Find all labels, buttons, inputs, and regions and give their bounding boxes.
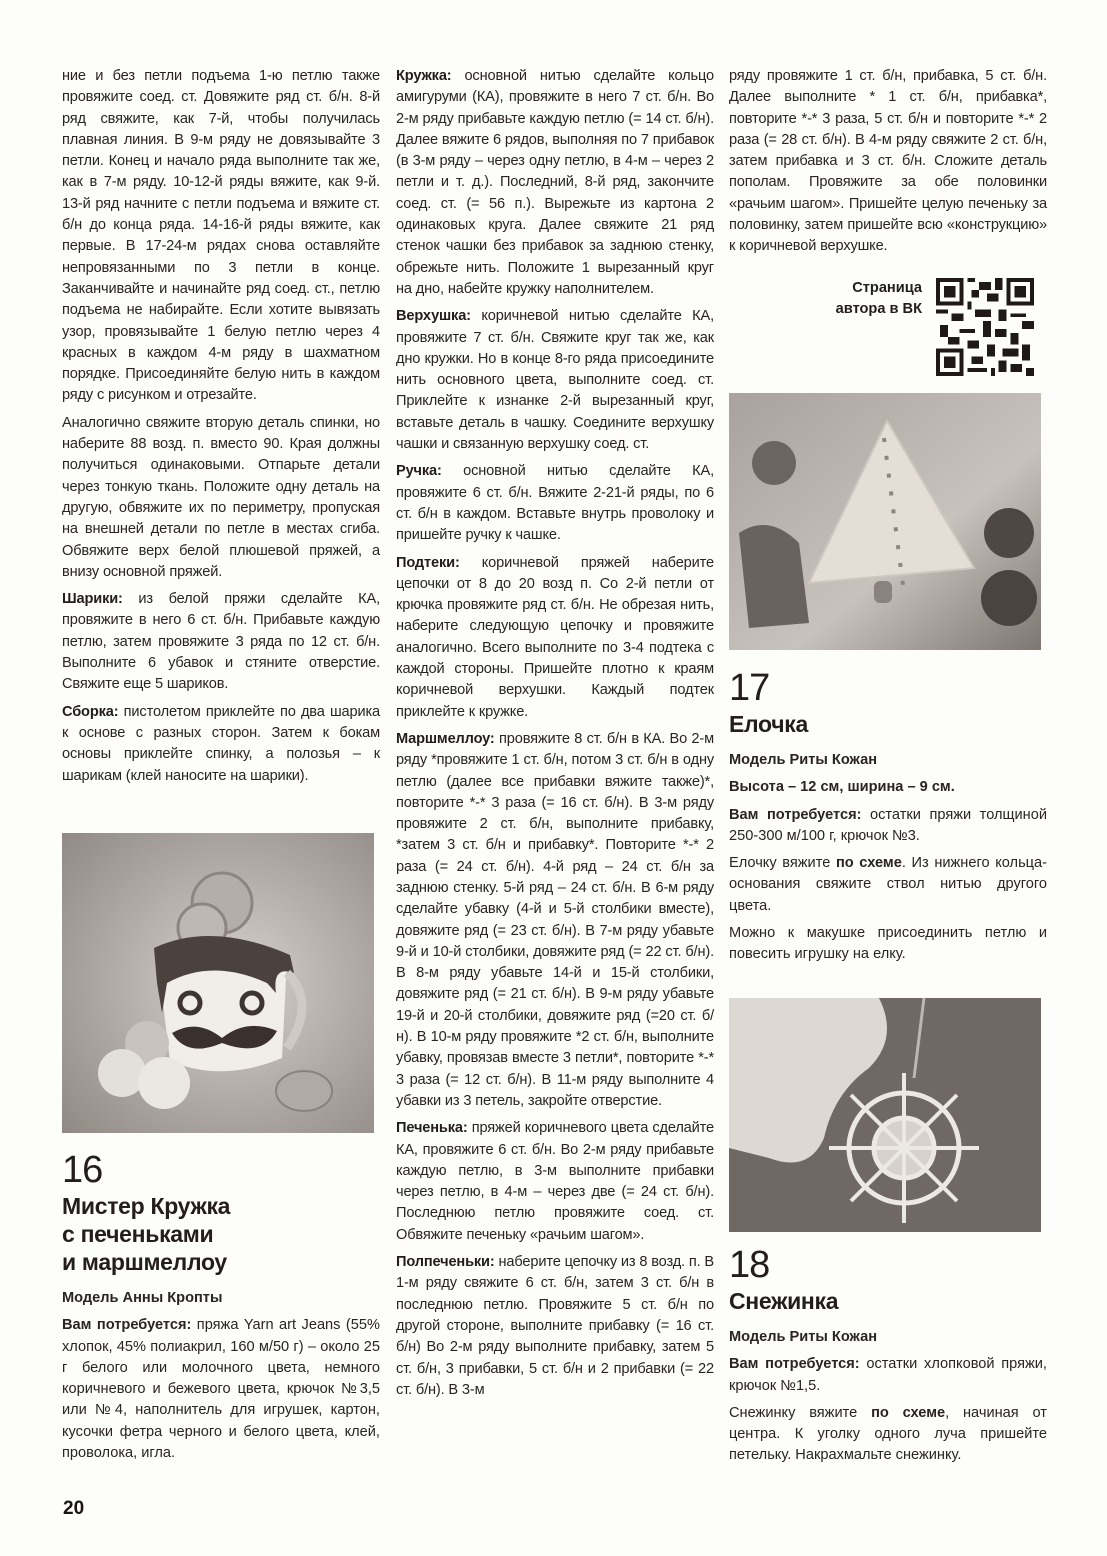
qr-code-icon[interactable] xyxy=(936,278,1034,376)
paragraph-drips: Подтеки: коричневой пряжей наберите цепочки от 8 до 20 возд п. Со 2-й петли от крючка провяжите ряд ст. б/н. Не обрезая нить, наберите следующую цепочку и провяжите аналогично. Всего выполните по 3-4 подтека с каждой стороны. Пришейте плотно к краям коричневой верхушки. Каждый подтек приклейте к кружке. xyxy=(396,554,714,720)
paragraph-back-detail: ние и без петли подъема 1-ю петлю также провяжите соед. ст. Довяжите ряд ст. б/н. 8-й ряд свяжите, как 7-й, чтобы получилась плавная линия. В 9-м ряду не довязывайте 3 петли. Конец и начало ряда выполните так же, как в 7-м ряду. 10-12-й ряды вяжите, как 9-й. 13-й ряд начните с петли подъема и вяжите ст. б/н до конца ряда. 14-16-й ряды вяжите, как первые. В 17-24-м рядах снова оставляйте непровязанными по 3 петли в конце. Заканчивайте и начинайте ряд соед. ст., петлю подъема не набирайте. Если хотите вывязать узор, провязывайте 1 белую петлю через 4 красных в каждом 4-м ряду в шахматном порядке. Присоединяйте белую нить в каждом ряду с рисунком и отрезайте. xyxy=(62,68,380,404)
column-1 xyxy=(62,66,380,793)
paragraph-assembly: Сборка: пистолетом приклейте по два шарика к основе с разных сторон. Затем к бокам основы приклейте спинку, а полозья – к шарикам (клей наносите на шарики). xyxy=(62,703,380,784)
section-number: 16 xyxy=(62,1149,103,1191)
column-2 xyxy=(396,66,714,1407)
handle-label: Ручка: xyxy=(396,463,442,480)
materials-paragraph: Вам потребуется: пряжа Yarn art Jeans (55% хлопок, 45% полиакрил, 160 м/50 г) – около 25 г белого или молочного цвета, немного коричневого и бежевого цвета, крючок №3,5 или №4, наполнитель для игрушек, картон, кусочки фетра черного и белого цвета, клей, проволока, игла. xyxy=(62,1317,380,1462)
paragraph-mug: Кружка: основной нитью сделайте кольцо амигуруми (КА), провяжите в него 7 ст. б/н. Во 2-м ряду прибавьте каждую петлю (= 14 ст. б/н). Далее вяжите 6 рядов, выполняя по 7 прибавок (в 3-м ряду – через одну петлю, в 4-м – через 2 петли и т. д.). Последний, 8-й ряд, закончите соед. ст. (= 56 п.). Вырежьте из картона 2 одинаковых круга. Далее свяжите 21 ряд стенок чашки без прибавок за заднюю стенку, обрежьте нить. Положите 1 вырезанный круг на дно, набейте кружку наполнителем. xyxy=(396,68,714,297)
section-title: Елочка xyxy=(729,711,808,737)
section-16 xyxy=(62,1150,380,1470)
top-label: Верхушка: xyxy=(396,308,471,325)
cookie-label: Печенька: xyxy=(396,1120,468,1137)
mug-label: Кружка: xyxy=(396,68,452,84)
instructions-paragraph: Елочку вяжите по схеме. Из нижнего кольца-основания свяжите ствол нитью другого цвета. xyxy=(729,855,1048,914)
page-number: 20 xyxy=(63,1498,85,1519)
photo-christmas-tree xyxy=(729,393,1041,650)
model-author: Модель Анны Кропты xyxy=(62,1290,223,1306)
paragraph-half-cookie-cont: ряду провяжите 1 ст. б/н, прибавка, 5 ст. б/н. Далее выполните * 1 ст. б/н, прибавка*, повторите *-* 3 раза, 5 ст. б/н и повторите *-* 2 раза (= 28 ст. б/н). В 4-м ряду свяжите 2 ст. б/н, затем прибавка и 3 ст. б/н. Сложите деталь пополам. Провяжите за обе половинки «рачьим шагом». Пришейте целую печеньку за половинку, затем пришейте всю «конструкцию» к коричневой верхушке. xyxy=(729,68,1047,255)
section-title: Снежинка xyxy=(729,1288,839,1314)
instructions-paragraph: Снежинку вяжите по схеме, начиная от центра. К уголку одного луча пришейте петельку. Накрахмальте снежинку. xyxy=(729,1404,1047,1464)
size-info: Высота – 12 см, ширина – 9 см. xyxy=(729,779,955,796)
paragraph-second-back: Аналогично свяжите вторую деталь спинки, но наберите 88 возд. п. вместо 90. Края должны получиться одинаковыми. Отпарьте детали через тонкую ткань. Положите одну деталь на другую, обвяжите их по периметру, пропуская на внешней детали по петле в местах сгиба. Обвяжите верх белой плюшевой пряжей, а внизу основной пряжей. xyxy=(62,414,380,580)
model-author: Модель Риты Кожан xyxy=(729,1329,878,1345)
materials-label: Вам потребуется: xyxy=(729,806,862,823)
section-number: 18 xyxy=(729,1244,770,1286)
materials-paragraph: Вам потребуется: остатки хлопковой пряжи, крючок №1,5. xyxy=(729,1356,1047,1394)
balls-label: Шарики: xyxy=(62,591,123,608)
paragraph-handle: Ручка: основной нитью сделайте КА, провяжите 6 ст. б/н. Вяжите 2-21-й ряды, по 6 ст. б/н в каждом. Вставьте внутрь проволоку и пришейте ручку к чашке. xyxy=(396,463,714,544)
qr-label: Страница автора в ВК xyxy=(835,280,922,317)
section-18 xyxy=(729,1245,1047,1473)
paragraph-balls: Шарики: из белой пряжи сделайте КА, провяжите в него 6 ст. б/н. Прибавьте каждую петлю, затем провяжите 3 ряда по 12 ст. б/н. Выполните 6 убавок и стяните отверстие. Свяжите еще 5 шариков. xyxy=(62,591,380,693)
materials-paragraph: Вам потребуется: остатки пряжи толщиной 250-300 м/100 г, крючок №3. xyxy=(729,806,1047,844)
assembly-label: Сборка: xyxy=(62,703,119,720)
photo-snowflake xyxy=(729,998,1041,1232)
model-author: Модель Риты Кожан xyxy=(729,752,878,768)
materials-label: Вам потребуется: xyxy=(729,1356,860,1373)
column-3 xyxy=(729,66,1047,264)
marshmallow-label: Маршмеллоу: xyxy=(396,730,495,747)
paragraph-half-cookie: Полпеченьки: наберите цепочку из 8 возд. п. В 1-м ряду свяжите 6 ст. б/н, затем 3 ст. б/н в последнюю петлю. Провяжите 5 ст. б/н по другой стороне, выполните прибавку (= 16 ст. б/н) Во 2-м ряду выполните прибавку, затем 5 ст. б/н, 3 прибавки, 5 ст. б/н и 2 прибавки (= 22 ст. б/н). В 3-м xyxy=(396,1254,715,1398)
section-number: 17 xyxy=(729,667,770,709)
paragraph-marshmallow: Маршмеллоу: провяжите 8 ст. б/н в КА. Во 2-м ряду *провяжите 1 ст. б/н, потом 3 ст. б/н в одну петлю (далее все прибавки вяжите также)*, повторите *-* 3 раза (= 16 ст. б/н). В 3-м ряду провяжите 2 ст. б/н, выполните прибавку, *затем 3 ст. б/н и прибавку*. Повторите *-* 2 раза (= 24 ст. б/н). 4-й ряд – 24 ст. б/н за заднюю стенку. 5-й ряд – 24 ст. б/н. В 6-м ряду сделайте убавку (4-й и 5-й столбики вместе), довяжите ряд (= 23 ст. б/н). В 7-м ряду убавьте 9-й и 10-й столбики, довяжите ряд (= 22 ст. б/н). В 8-м ряду убавьте 14-й и 15-й столбики, довяжите ряд (= 21 ст. б/н). В 9-м ряду убавьте 19-й и 20-й столбики, довяжите ряд (=20 ст. б/н). В 10-м ряду провяжите *2 ст. б/н, выполните убавку, провязав вместе 3 петли*, повторите *-* 3 раза (= 12 ст. б/н). В 11-м ряду выполните 4 убавки из 3 петель, закройте отверстие. xyxy=(396,730,714,1109)
drips-label: Подтеки: xyxy=(396,554,460,571)
tip-paragraph: Можно к макушке присоединить петлю и повесить игрушку на елку. xyxy=(729,925,1047,963)
paragraph-top: Верхушка: коричневой нитью сделайте КА, провяжите 7 ст. б/н. Свяжите круг так же, как дно кружки. Но в конце 8-го ряда присоедините нить основного цвета, выполните соед. ст. Приклейте к изнанке 2-й вырезанный круг, вставьте деталь в чашку. Соедините верхушку чашки и связанную верхушку соед. ст. xyxy=(396,308,714,453)
photo-mister-mug xyxy=(62,833,374,1133)
section-17 xyxy=(729,668,1047,972)
section-title: Мистер Кружка с печеньками и маршмеллоу xyxy=(62,1193,231,1275)
author-vk-block xyxy=(820,278,1040,378)
half-cookie-label: Полпеченьки: xyxy=(396,1254,495,1271)
paragraph-cookie: Печенька: пряжей коричневого цвета сделайте КА, провяжите 6 ст. б/н. Во 2-м ряду прибавьте каждую петлю, в 3-м выполните прибавки через петлю, в 4-м – через две (= 24 ст. б/н). Последнюю петлю провяжите соед. ст. Обвяжите печеньку «рачьим шагом». xyxy=(396,1120,714,1243)
materials-label: Вам потребуется: xyxy=(62,1317,192,1334)
